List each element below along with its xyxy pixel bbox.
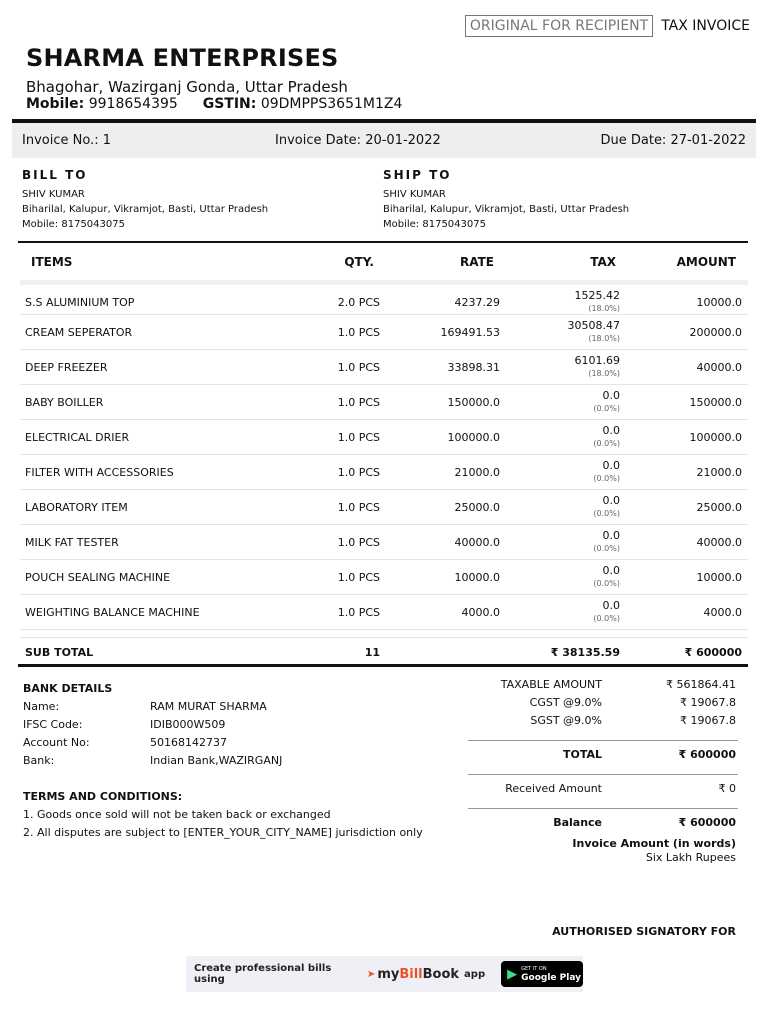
item-qty: 1.0 PCS	[337, 361, 380, 374]
invoice-meta-bar	[12, 123, 756, 158]
item-name: WEIGHTING BALANCE MACHINE	[25, 606, 200, 619]
totals-block	[468, 678, 738, 834]
google-play-badge[interactable]	[501, 961, 583, 987]
item-qty: 1.0 PCS	[337, 501, 380, 514]
total-label: TOTAL	[562, 748, 602, 761]
store-big-text: Google Play	[521, 973, 581, 983]
cgst-row	[468, 696, 738, 714]
total-value: ₹ 600000	[678, 748, 736, 761]
company-mobile: 9918654395	[88, 96, 178, 112]
bank-label: Bank:	[23, 754, 55, 767]
item-name: S.S ALUMINIUM TOP	[25, 296, 135, 309]
ship-to-mobile: Mobile: 8175043075	[383, 219, 486, 230]
item-rate: 33898.31	[447, 361, 500, 374]
items-table	[20, 244, 748, 630]
bank-row	[23, 752, 323, 770]
bank-heading: BANK DETAILS	[23, 682, 113, 695]
table-row	[20, 490, 748, 525]
amount-in-words	[572, 837, 736, 865]
taxable-value: ₹ 561864.41	[666, 678, 736, 691]
item-amount: 21000.0	[696, 466, 742, 479]
doc-type-label: TAX INVOICE	[661, 18, 750, 34]
item-name: FILTER WITH ACCESSORIES	[25, 466, 174, 479]
ship-to-name: SHIV KUMAR	[383, 189, 446, 200]
item-tax: 0.0	[602, 599, 620, 612]
bank-value: RAM MURAT SHARMA	[150, 700, 267, 713]
table-row	[20, 385, 748, 420]
item-tax: 0.0	[602, 459, 620, 472]
received-value: ₹ 0	[718, 782, 736, 795]
item-name: DEEP FREEZER	[25, 361, 108, 374]
authorised-signatory: AUTHORISED SIGNATORY FOR	[552, 925, 736, 938]
company-address: Bhagohar, Wazirganj Gonda, Uttar Pradesh	[26, 78, 348, 96]
store-small-text: GET IT ON	[521, 966, 547, 972]
table-row	[20, 595, 748, 630]
table-row	[20, 315, 748, 350]
item-amount: 40000.0	[696, 361, 742, 374]
invoice-number: Invoice No.: 1	[22, 133, 111, 148]
item-tax-pct: (18.0%)	[588, 334, 620, 343]
header-badges	[465, 15, 750, 37]
bank-label: Name:	[23, 700, 60, 713]
subtotal-row	[20, 637, 748, 665]
words-heading: Invoice Amount (in words)	[572, 837, 736, 850]
item-rate: 100000.0	[447, 431, 500, 444]
item-tax: 1525.42	[574, 289, 620, 302]
bank-row	[23, 734, 323, 752]
table-header	[20, 244, 748, 280]
table-top-divider	[18, 241, 748, 243]
table-row	[20, 280, 748, 315]
sgst-value: ₹ 19067.8	[680, 714, 736, 727]
table-row	[20, 350, 748, 385]
item-tax-pct: (0.0%)	[593, 579, 620, 588]
sgst-row	[468, 714, 738, 732]
item-qty: 1.0 PCS	[337, 606, 380, 619]
mobile-label: Mobile:	[26, 96, 85, 112]
mybillbook-logo-text: myBillBook	[377, 966, 460, 982]
col-rate: RATE	[460, 255, 494, 269]
table-row	[20, 525, 748, 560]
table-row	[20, 420, 748, 455]
item-tax: 0.0	[602, 424, 620, 437]
item-name: MILK FAT TESTER	[25, 536, 119, 549]
ship-to-heading: SHIP TO	[383, 168, 452, 182]
bill-to-block	[22, 168, 268, 232]
terms-heading: TERMS AND CONDITIONS:	[23, 790, 183, 803]
table-bottom-divider	[18, 664, 748, 667]
item-qty: 1.0 PCS	[337, 571, 380, 584]
company-gstin: 09DMPPS3651M1Z4	[260, 96, 403, 112]
item-qty: 1.0 PCS	[337, 466, 380, 479]
ship-to-address: Biharilal, Kalupur, Vikramjot, Basti, Uttar Pradesh	[383, 204, 630, 215]
item-rate: 169491.53	[440, 326, 500, 339]
words-value: Six Lakh Rupees	[645, 851, 736, 864]
item-qty: 2.0 PCS	[337, 296, 380, 309]
bank-value: IDIB000W509	[150, 718, 226, 731]
gstin-label: GSTIN:	[202, 96, 257, 112]
item-rate: 25000.0	[454, 501, 500, 514]
sgst-label: SGST @9.0%	[530, 714, 602, 727]
subtotal-label: SUB TOTAL	[25, 646, 94, 659]
table-row	[20, 560, 748, 595]
mybillbook-banner[interactable]	[186, 956, 583, 992]
item-rate: 4237.29	[454, 296, 500, 309]
company-contact	[26, 96, 402, 112]
item-tax-pct: (0.0%)	[593, 474, 620, 483]
item-tax-pct: (0.0%)	[593, 439, 620, 448]
terms-line: 1. Goods once sold will not be taken back or exchanged	[23, 808, 331, 821]
bill-to-heading: BILL TO	[22, 168, 88, 182]
item-tax: 0.0	[602, 389, 620, 402]
bill-to-mobile: Mobile: 8175043075	[22, 219, 125, 230]
bank-details	[23, 680, 323, 770]
item-name: CREAM SEPERATOR	[25, 326, 133, 339]
item-qty: 1.0 PCS	[337, 536, 380, 549]
terms-block	[23, 788, 423, 842]
balance-label: Balance	[553, 816, 602, 829]
col-tax: TAX	[590, 255, 616, 269]
item-name: ELECTRICAL DRIER	[25, 431, 130, 444]
invoice-date: Invoice Date: 20-01-2022	[275, 133, 441, 148]
col-amount: AMOUNT	[676, 255, 736, 269]
received-row	[468, 782, 738, 800]
col-qty: QTY.	[344, 255, 374, 269]
item-qty: 1.0 PCS	[337, 396, 380, 409]
item-rate: 40000.0	[454, 536, 500, 549]
bill-to-name: SHIV KUMAR	[22, 189, 85, 200]
subtotal-amount: ₹ 600000	[684, 646, 742, 659]
total-row	[468, 748, 738, 766]
subtotal-qty: 11	[364, 646, 380, 659]
bill-to-address: Biharilal, Kalupur, Vikramjot, Basti, Uttar Pradesh	[22, 204, 269, 215]
item-tax-pct: (0.0%)	[593, 614, 620, 623]
bank-value: 50168142737	[150, 736, 227, 749]
bank-label: Account No:	[23, 736, 90, 749]
item-tax-pct: (18.0%)	[588, 369, 620, 378]
banner-app-word: app	[464, 968, 486, 980]
taxable-row	[468, 678, 738, 696]
item-rate: 4000.0	[461, 606, 500, 619]
item-rate: 150000.0	[447, 396, 500, 409]
item-amount: 10000.0	[696, 571, 742, 584]
item-qty: 1.0 PCS	[337, 431, 380, 444]
item-tax-pct: (0.0%)	[593, 509, 620, 518]
item-name: POUCH SEALING MACHINE	[25, 571, 171, 584]
item-amount: 10000.0	[696, 296, 742, 309]
copy-badge: ORIGINAL FOR RECIPIENT	[465, 15, 653, 37]
mybillbook-logo-icon: ➤	[366, 968, 376, 980]
table-row	[20, 455, 748, 490]
play-store-icon: ▶	[507, 966, 518, 982]
bank-label: IFSC Code:	[23, 718, 83, 731]
totals-divider	[468, 808, 738, 809]
item-rate: 10000.0	[454, 571, 500, 584]
invoice-due-date: Due Date: 27-01-2022	[600, 133, 746, 148]
cgst-value: ₹ 19067.8	[680, 696, 736, 709]
totals-divider	[468, 740, 738, 741]
col-items: ITEMS	[31, 255, 73, 269]
item-tax: 0.0	[602, 564, 620, 577]
ship-to-block	[383, 168, 629, 232]
cgst-label: CGST @9.0%	[529, 696, 602, 709]
bank-value: Indian Bank,WAZIRGANJ	[150, 754, 283, 767]
item-amount: 40000.0	[696, 536, 742, 549]
item-amount: 4000.0	[703, 606, 742, 619]
bank-row	[23, 698, 323, 716]
table-body	[20, 280, 748, 630]
item-tax-pct: (0.0%)	[593, 404, 620, 413]
item-tax: 30508.47	[567, 319, 620, 332]
balance-row	[468, 816, 738, 834]
item-tax-pct: (18.0%)	[588, 304, 620, 313]
item-qty: 1.0 PCS	[337, 326, 380, 339]
terms-line: 2. All disputes are subject to [ENTER_YOUR_CITY_NAME] jurisdiction only	[23, 826, 423, 839]
banner-text: Create professional bills using	[194, 963, 332, 985]
balance-value: ₹ 600000	[678, 816, 736, 829]
taxable-label: TAXABLE AMOUNT	[500, 678, 602, 691]
item-tax: 0.0	[602, 494, 620, 507]
item-tax: 6101.69	[574, 354, 620, 367]
item-tax: 0.0	[602, 529, 620, 542]
bank-row	[23, 716, 323, 734]
item-amount: 200000.0	[689, 326, 742, 339]
subtotal-tax: ₹ 38135.59	[550, 646, 620, 659]
item-rate: 21000.0	[454, 466, 500, 479]
item-name: BABY BOILLER	[25, 396, 104, 409]
item-amount: 150000.0	[689, 396, 742, 409]
item-tax-pct: (0.0%)	[593, 544, 620, 553]
item-amount: 25000.0	[696, 501, 742, 514]
received-label: Received Amount	[505, 782, 602, 795]
totals-divider	[468, 774, 738, 775]
item-amount: 100000.0	[689, 431, 742, 444]
company-name: SHARMA ENTERPRISES	[26, 44, 339, 72]
item-name: LABORATORY ITEM	[25, 501, 128, 514]
